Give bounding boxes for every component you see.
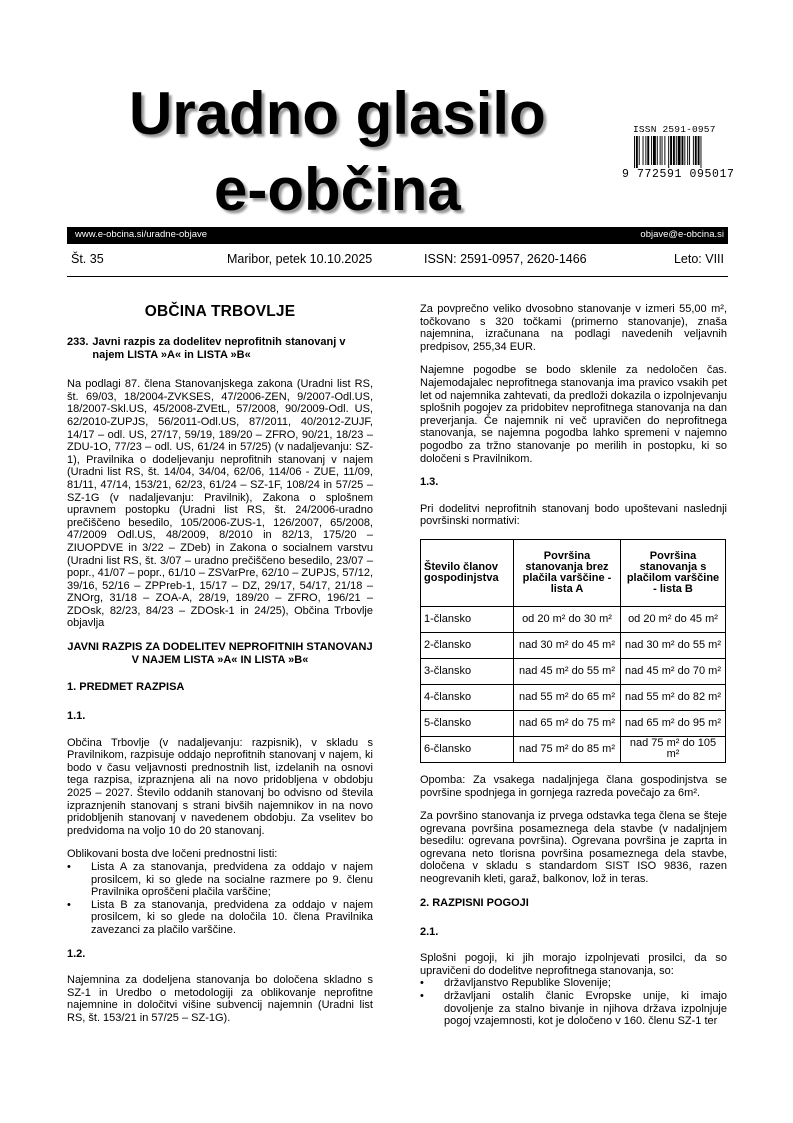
paragraph-note: Opomba: Za vsakega nadaljnjega člana gospodinjstva se površine spodnjega in gornjega razreda povečajo za 6m². (420, 773, 727, 799)
website-link[interactable]: www.e-obcina.si/uradne-objave (75, 229, 208, 240)
paragraph-1-2: Najemnina za dodeljena stanovanja bo določena skladno s SZ-1 in Uredbo o metodologiji za oblikovanje neprofitne najemnine in določitvi višine subvencij najemnin (Uradni list RS, št. 153/21 in 57/25 – SZ-1G). (67, 974, 373, 1024)
table-cell: nad 55 m² do 82 m² (621, 684, 726, 710)
barcode-bar (670, 136, 672, 165)
table-cell: nad 65 m² do 95 m² (621, 710, 726, 736)
issn-label: ISSN 2591-0957 (633, 124, 716, 135)
list-types (67, 861, 373, 937)
paragraph-rent: Za povprečno veliko dvosobno stanovanje v izmeri 55,00 m², točkovano s 320 točkami (primerno stanovanje), znaša najemnina, izračunana na podlagi navedenih veljavnih predpisov, 255,34 EUR. (420, 303, 727, 353)
barcode-bar (673, 136, 675, 165)
publication-title-line1: Uradno glasilo (129, 80, 546, 147)
paragraph-2-1: Splošni pogoji, ki jih morajo izpolnjevati prosilci, da so upravičeni do dodelitve neprofitnega stanovanja, so: (420, 952, 727, 977)
conditions-list (420, 977, 727, 1027)
article-title-text: Javni razpis za dodelitev neprofitnih stanovanj v najem LISTA »A« in LISTA »B« (92, 336, 346, 361)
paragraph-1-3: Pri dodelitvi neprofitnih stanovanj bodo upoštevani naslednji površinski normativi: (420, 502, 727, 528)
barcode-bar (636, 136, 638, 168)
list-item: • Lista A za stanovanja, predvidena za oddajo v najem prosilcem, ki so glede na socialne razmere po 9. členu Pravilnika oproščeni plačila varščine; (67, 861, 373, 899)
table-header: Površina stanovanja brez plačila varščine - lista A (514, 539, 621, 606)
area-norms-table (420, 539, 726, 763)
table-row (421, 736, 726, 762)
header-bar (67, 227, 728, 244)
list-item: • Lista B za stanovanja, predvidena za oddajo v najem prosilcem, ki so glede na določila 10. člena Pravilnika zavezanci za plačilo varščine. (67, 899, 373, 937)
table-cell: nad 75 m² do 105 m² (621, 736, 726, 762)
table-cell: nad 75 m² do 85 m² (514, 736, 621, 762)
header-rule (67, 276, 728, 277)
issue-issn: ISSN: 2591-0957, 2620-1466 (424, 252, 587, 266)
table-cell: nad 65 m² do 75 m² (514, 710, 621, 736)
subsection-1-3: 1.3. (420, 476, 439, 489)
list-item: • državljanstvo Republike Slovenije; (420, 977, 727, 990)
barcode-bar (647, 136, 649, 165)
barcode (634, 136, 728, 168)
table-cell: od 20 m² do 45 m² (621, 606, 726, 632)
issue-number: Št. 35 (71, 252, 104, 266)
table-cell: 2-člansko (421, 632, 514, 658)
section-heading-2: 2. RAZPISNI POGOJI (420, 896, 529, 909)
barcode-bar (664, 136, 665, 165)
barcode-bar (678, 136, 681, 165)
tender-heading: JAVNI RAZPIS ZA DODELITEV NEPROFITNIH STANOVANJ V NAJEM LISTA »A« IN LISTA »B« (67, 641, 373, 667)
table-cell: 3-člansko (421, 658, 514, 684)
table-cell: nad 45 m² do 55 m² (514, 658, 621, 684)
table-cell: nad 55 m² do 65 m² (514, 684, 621, 710)
table-row (421, 710, 726, 736)
subsection-2-1: 2.1. (420, 925, 439, 938)
table-cell: 1-člansko (421, 606, 514, 632)
left-column (67, 302, 373, 1036)
article-number: 233. (67, 336, 89, 348)
barcode-bar (695, 136, 697, 165)
paragraph-surface: Za površino stanovanja iz prvega odstavka tega člena se šteje ogrevana površina posameznega dela stavbe (v nadaljnjem besedilu: ogrevana površina). Ogrevana površina je zaprta in ogrevana neto tlorisna površina posameznega dela stavbe, določena v skladu s standardom SIST ISO 9836, razen neogrevanih kleti, garaž, balkonov, lož in teras. (420, 810, 727, 886)
table-cell: nad 45 m² do 70 m² (621, 658, 726, 684)
barcode-bar (660, 136, 661, 165)
intro-paragraph: Na podlagi 87. člena Stanovanjskega zakona (Uradni list RS, št. 69/03, 18/2004-ZVKSES, 47/2006-ZEN, 9/2007-Odl.US, 18/2007-Skl.US, 45/2008-ZVEtL, 57/2008, 90/2009-Odl. US, 62/2010-ZUPJS, 56/2011-Odl.US, 87/2011, 40/2012-ZUJF, 14/17 – odl. US, 27/17, 59/19, 189/20 – ZFRO, 90/21, 18/23 – ZDU-1O, 77/23 – odl. US, 61/24 in 57/25) (v nadaljevanju: SZ-1), Pravilnika o dodeljevanju neprofitnih stanovanj v najem (Uradni list RS, št. 14/04, 34/04, 62/06, 114/06 - ZUE, 11/09, 81/11, 47/14, 153/21, 62/23, 61/24 – SZ-1F, 108/24 in 57/25 – SZ-1G (v nadaljevanju: Pravilnik), Zakona o splošnem upravnem postopku (Uradni list RS, št. 24/2006-uradno prečiščeno besedilo, 105/2006-ZUS-1, 126/2007, 65/2008, 47/2009 Odl.US, 48/2009, 8/2010 in 82/13, 175/20 – ZIUOPDVE in 3/22 – ZDeb) in Zakona o socialnem varstvu (Uradni list RS, št. 3/07 – uradno prečiščeno besedilo, 23/07 – popr., 41/07 – popr., 61/10 – ZSVarPre, 62/10 – ZUPJS, 57/12, 39/16, 52/16 – ZPPreb-1, 15/17 – DZ, 29/17, 54/17, 21/18 – ZNOrg, 31/18 – ZOA-A, 28/19, 189/20 – ZFRO, 196/21 – ZDOsk, 82/23, 84/23 – ZDOsk-1 in 24/25), Občina Trbovlje objavlja (67, 378, 373, 630)
issue-place-date: Maribor, petek 10.10.2025 (227, 252, 373, 266)
barcode-bar (645, 136, 646, 165)
list-item: • državljani ostalih članic Evropske unije, ki imajo dovoljenje za stalno bivanje in njihova država izpolnjuje pogoj vzajemnosti, kot je določeno v 160. členu SZ-1 ter (420, 990, 727, 1028)
table-row (421, 658, 726, 684)
subsection-1-1: 1.1. (67, 710, 86, 723)
table-header: Število članov gospodinjstva (421, 539, 514, 606)
right-column (420, 303, 727, 1039)
table-cell: nad 30 m² do 45 m² (514, 632, 621, 658)
table-cell: nad 30 m² do 55 m² (621, 632, 726, 658)
barcode-bar (639, 136, 640, 165)
table-cell: 4-člansko (421, 684, 514, 710)
barcode-bar (676, 136, 677, 165)
paragraph-1-1: Občina Trbovlje (v nadaljevanju: razpisnik), v skladu s Pravilnikom, razpisuje oddajo neprofitnih stanovanj v najem, ki bodo v času veljavnosti prednostnih list, izdelanih na osnovi tega razpisa, izpraznjena ali na novo pridobljena v obdobju 2025 – 2027. Število oddanih stanovanj bo odvisno od števila izpraznjenih stanovanj s strani bivših najemnikov in na novo pridobljenih stanovanj v navedenem obdobju. Za vselitev bo predvidoma na voljo 10 do 20 stanovanj. (67, 736, 373, 837)
paragraph-lists: Oblikovani bosta dve ločeni prednostni listi: (67, 848, 278, 861)
municipality-heading: OBČINA TRBOVLJE (144, 303, 296, 320)
barcode-bar (698, 136, 700, 165)
table-row (421, 684, 726, 710)
subsection-1-2: 1.2. (67, 947, 86, 960)
barcode-bar (653, 136, 656, 165)
article-title (67, 336, 373, 361)
table-row (421, 606, 726, 632)
barcode-bar (687, 136, 688, 165)
barcode-bar (657, 136, 658, 165)
barcode-number: 9 772591 095017 (622, 168, 735, 181)
barcode-bar (682, 136, 684, 165)
email-link[interactable]: objave@e-obcina.si (640, 229, 724, 240)
barcode-bar (634, 136, 635, 168)
table-cell: od 20 m² do 30 m² (514, 606, 621, 632)
barcode-bar (651, 136, 652, 165)
issue-year: Leto: VIII (673, 252, 724, 266)
table-row (421, 632, 726, 658)
barcode-bar (662, 136, 663, 165)
barcode-bar (689, 136, 690, 165)
paragraph-contract: Najemne pogodbe se bodo sklenile za nedoločen čas. Najemodajalec neprofitnega stanovanja ima pravico vsakih pet let od najemnika zahtevati, da predloži dokazila o izpolnjevanju splošnih pogojev za pridobitev neprofitnega stanovanja na dan preverjanja. Če najemnik ni več upravičen do neprofitnega stanovanja, se najemna pogodba lahko spremeni v najemno pogodbo za tržno stanovanje po merilih in postopku, ki so določeni s Pravilnikom. (420, 364, 727, 465)
barcode-bar (643, 136, 644, 165)
barcode-bar (701, 136, 702, 168)
table-cell: 6-člansko (421, 736, 514, 762)
barcode-bar (693, 136, 694, 165)
table-cell: 5-člansko (421, 710, 514, 736)
publication-title-line2: e-občina (214, 156, 461, 223)
table-header: Površina stanovanja s plačilom varščine - lista B (621, 539, 726, 606)
barcode-bar (668, 136, 669, 168)
section-heading-1: 1. PREDMET RAZPISA (67, 681, 185, 694)
barcode-bar (684, 136, 685, 165)
